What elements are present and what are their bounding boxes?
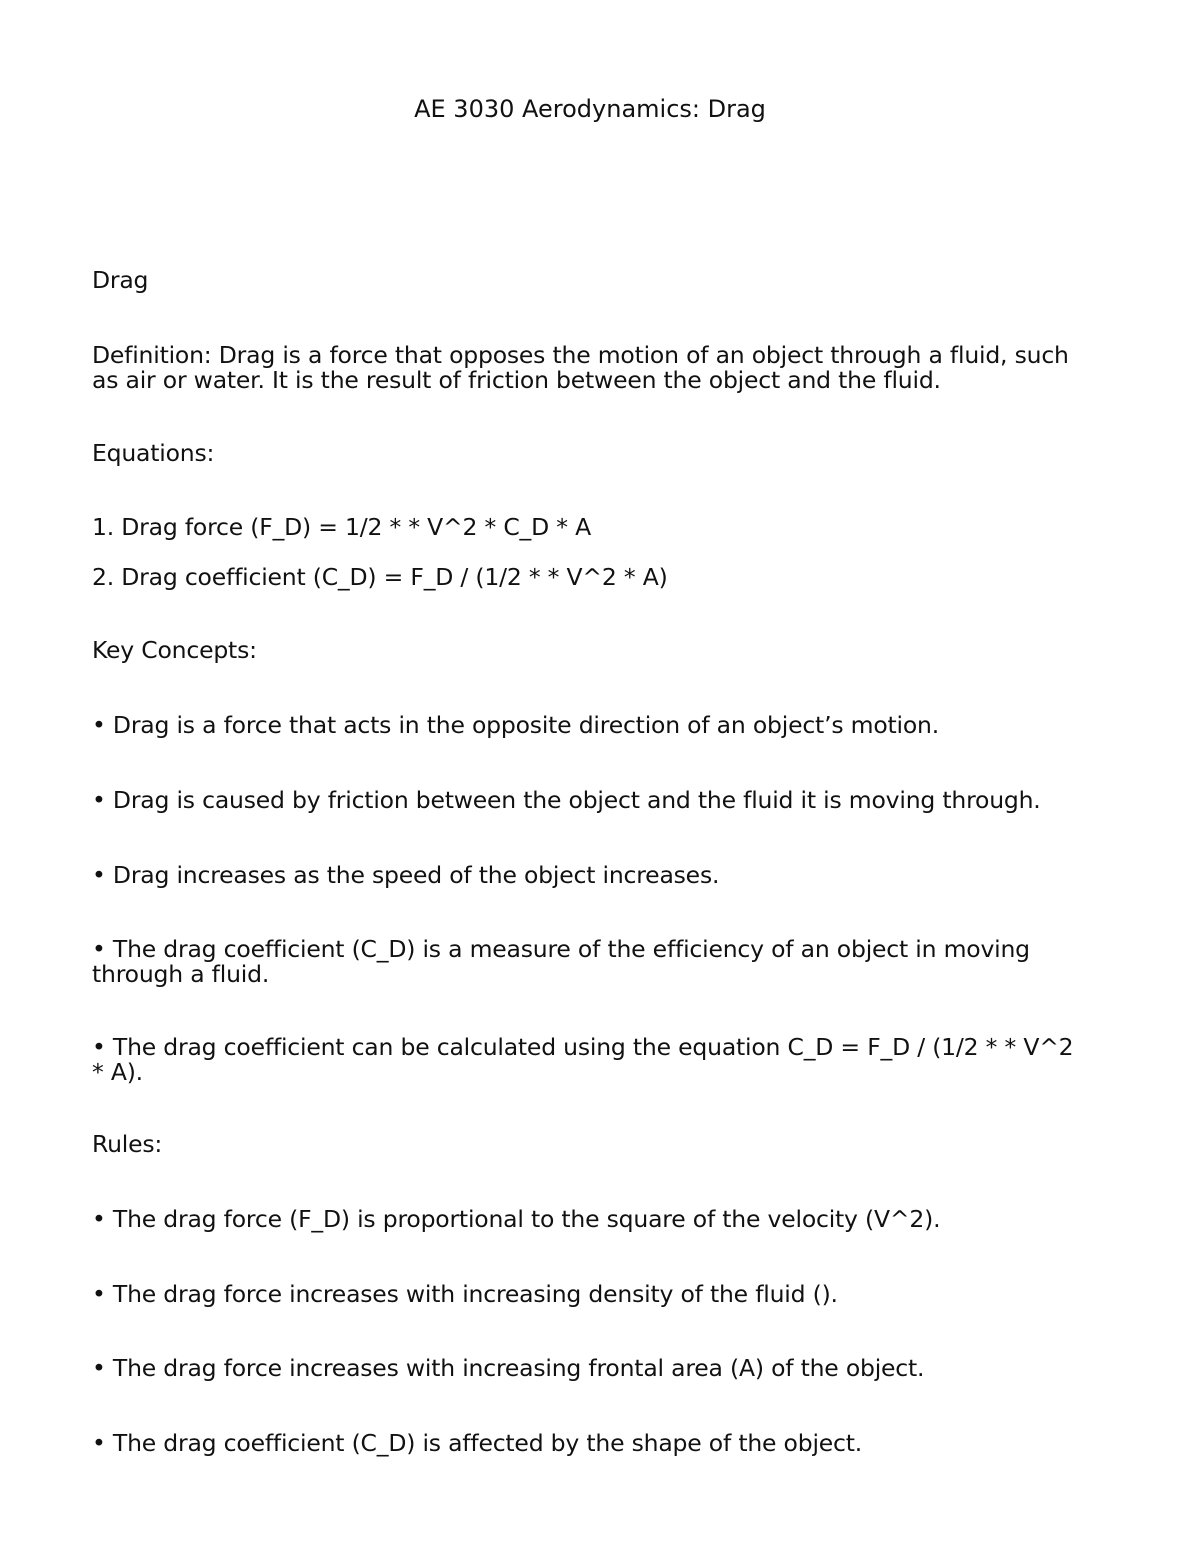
rules-heading: Rules: (92, 1130, 163, 1158)
equation-item: 1. Drag force (F_D) = 1/2 * * V^2 * C_D * A (92, 513, 591, 541)
section-heading: Drag (92, 266, 149, 294)
key-concept-item: • Drag is a force that acts in the opposite direction of an object’s motion. (92, 711, 940, 739)
key-concept-item: • Drag is caused by friction between the object and the fluid it is moving through. (92, 786, 1041, 814)
definition-paragraph: Definition: Drag is a force that opposes the motion of an object through a fluid, such as air or water. It is the result of friction between the object and the fluid. (92, 341, 1069, 394)
rule-item: • The drag coefficient (C_D) is affected by the shape of the object. (92, 1429, 863, 1457)
key-concepts-heading: Key Concepts: (92, 636, 257, 664)
rule-item: • The drag force increases with increasing frontal area (A) of the object. (92, 1354, 925, 1382)
key-concept-item: • The drag coefficient (C_D) is a measure of the efficiency of an object in moving through a fluid. (92, 935, 1030, 988)
rule-item: • The drag force increases with increasing density of the fluid (). (92, 1280, 838, 1308)
equation-item: 2. Drag coefficient (C_D) = F_D / (1/2 * * V^2 * A) (92, 563, 668, 591)
rule-item: • The drag force (F_D) is proportional to the square of the velocity (V^2). (92, 1205, 941, 1233)
equations-heading: Equations: (92, 439, 215, 467)
key-concept-item: • The drag coefficient can be calculated using the equation C_D = F_D / (1/2 * * V^2 * A). (92, 1033, 1074, 1086)
page-title: AE 3030 Aerodynamics: Drag (414, 95, 766, 123)
key-concept-item: • Drag increases as the speed of the object increases. (92, 861, 720, 889)
